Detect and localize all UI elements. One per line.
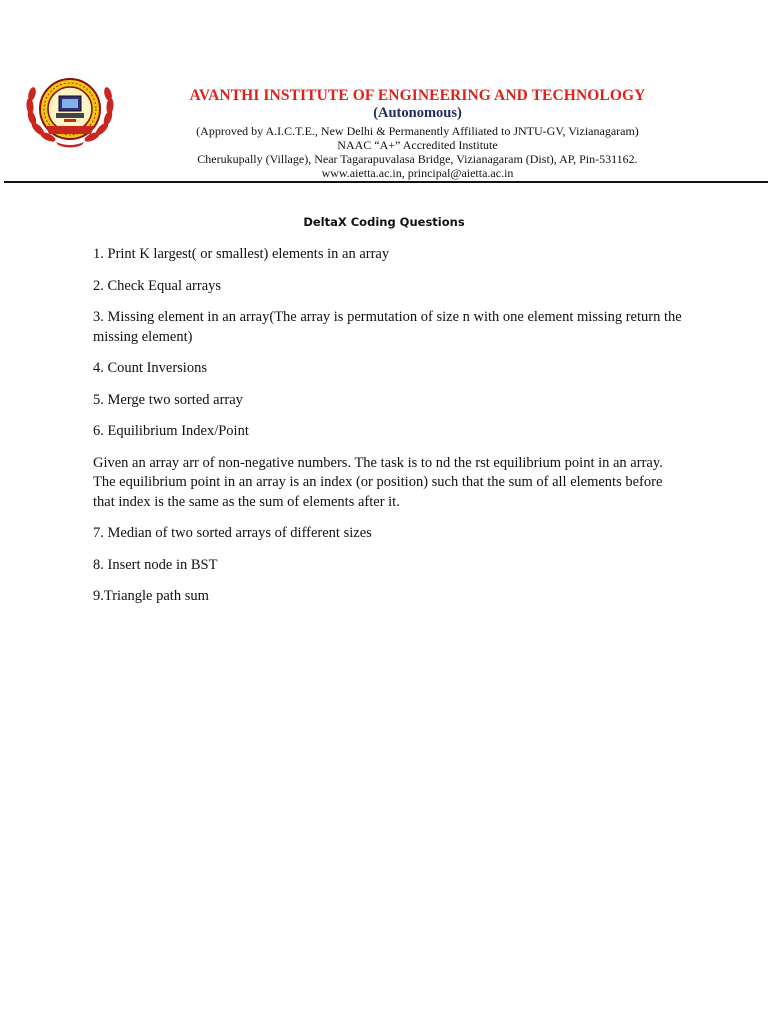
- approval-line: (Approved by A.I.C.T.E., New Delhi & Permanently Affiliated to JNTU-GV, Vizianagaram): [196, 124, 639, 138]
- question-list: [93, 245, 683, 619]
- college-emblem-icon: [22, 72, 118, 148]
- autonomous-status: (Autonomous): [373, 105, 462, 121]
- header-divider: [4, 181, 768, 183]
- question-item: 5. Merge two sorted array: [93, 391, 243, 408]
- question-item: 9.Triangle path sum: [93, 588, 209, 604]
- question-item: 1. Print K largest( or smallest) elements in an array: [93, 246, 390, 262]
- contact-line: www.aietta.ac.in, principal@aietta.ac.in: [321, 166, 514, 180]
- question-item: 3. Missing element in an array(The array is permutation of size n with one element missing return the missing element): [93, 309, 682, 345]
- institute-name: AVANTHI INSTITUTE OF ENGINEERING AND TECHNOLOGY: [189, 87, 646, 104]
- document-title: DeltaX Coding Questions: [303, 215, 465, 229]
- question-item: 7. Median of two sorted arrays of different sizes: [93, 525, 372, 541]
- question-item: 4. Count Inversions: [93, 360, 207, 376]
- accreditation-line: NAAC “A+” Accredited Institute: [337, 138, 498, 152]
- question-item: 2. Check Equal arrays: [93, 277, 222, 294]
- address-line: Cherukupally (Village), Near Tagarapuvalasa Bridge, Vizianagaram (Dist), AP, Pin-531162.: [197, 152, 638, 166]
- question-item: 8. Insert node in BST: [93, 556, 218, 573]
- question-item: 6. Equilibrium Index/Point: [93, 423, 249, 439]
- question-description: Given an array arr of non-negative numbers. The task is to nd the rst equilibrium point in an array. The equilibrium point in an array is an index (or position) such that the sum of all elements before that index is the same as the sum of elements after it.: [93, 454, 663, 510]
- letterhead: [140, 86, 695, 180]
